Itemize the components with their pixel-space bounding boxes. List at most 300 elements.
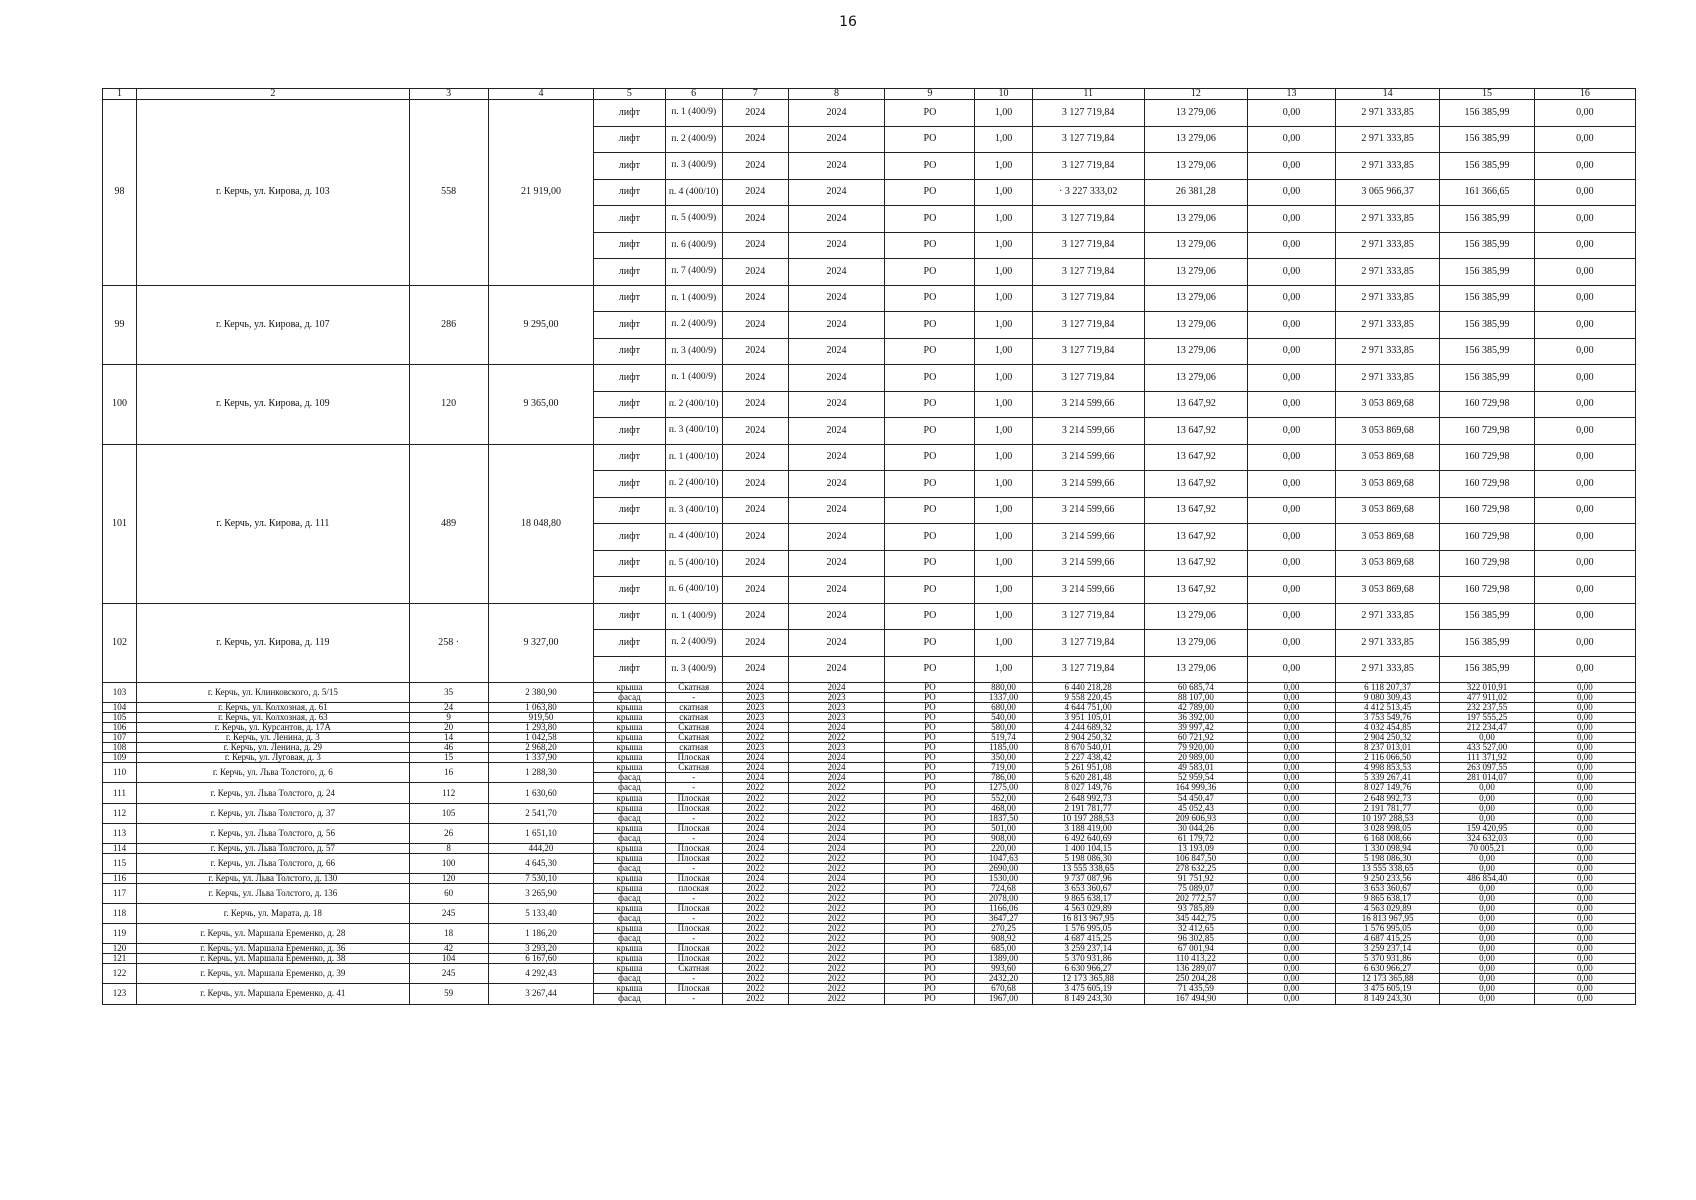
address-cell: г. Керчь, ул. Кирова, д. 119 — [137, 603, 410, 683]
work-detail-cell: - — [665, 783, 722, 793]
col13-cell: 0,00 — [1248, 984, 1336, 994]
col16-cell: 0,00 — [1534, 100, 1635, 127]
col16-cell: 0,00 — [1534, 944, 1635, 954]
work-detail-cell: Плоская — [665, 944, 722, 954]
plan-year-cell: 2024 — [722, 391, 788, 418]
col16-cell: 0,00 — [1534, 893, 1635, 903]
work-type-cell: крыша — [594, 853, 665, 863]
work-type-cell: лифт — [594, 391, 665, 418]
col16-cell: 0,00 — [1534, 863, 1635, 873]
volume-cell: 1,00 — [975, 179, 1032, 206]
col12-cell: 75 089,07 — [1144, 883, 1247, 893]
col13-cell: 0,00 — [1248, 285, 1336, 312]
volume-cell: 1837,50 — [975, 813, 1032, 823]
col16-cell: 0,00 — [1534, 904, 1635, 914]
col14-cell: 3 053 869,68 — [1335, 391, 1439, 418]
col16-cell: 0,00 — [1534, 312, 1635, 339]
finish-year-cell: 2024 — [788, 630, 885, 657]
col15-cell: 0,00 — [1440, 984, 1535, 994]
volume-cell: 3647,27 — [975, 914, 1032, 924]
col15-cell: 156 385,99 — [1440, 285, 1535, 312]
col14-cell: 5 198 086,30 — [1335, 853, 1439, 863]
executor-cell: РО — [885, 391, 975, 418]
col16-cell: 0,00 — [1534, 524, 1635, 551]
col13-cell: 0,00 — [1248, 813, 1336, 823]
col3-cell: 245 — [409, 904, 488, 924]
finish-year-cell: 2023 — [788, 703, 885, 713]
col12-cell: 13 279,06 — [1144, 365, 1247, 392]
finish-year-cell: 2024 — [788, 753, 885, 763]
volume-cell: 540,00 — [975, 713, 1032, 723]
finish-year-cell: 2023 — [788, 713, 885, 723]
col15-cell: 160 729,98 — [1440, 444, 1535, 471]
work-detail-cell: п. 3 (400/9) — [665, 338, 722, 365]
work-type-cell: крыша — [594, 803, 665, 813]
column-number-header: 9 — [885, 89, 975, 100]
col12-cell: 61 179,72 — [1144, 833, 1247, 843]
executor-cell: РО — [885, 232, 975, 259]
work-detail-cell: скатная — [665, 703, 722, 713]
volume-cell: 1,00 — [975, 497, 1032, 524]
col12-cell: 26 381,28 — [1144, 179, 1247, 206]
col12-cell: 13 279,06 — [1144, 603, 1247, 630]
volume-cell: 1,00 — [975, 550, 1032, 577]
executor-cell: РО — [885, 471, 975, 498]
work-type-cell: фасад — [594, 914, 665, 924]
col14-cell: 9 865 638,17 — [1335, 893, 1439, 903]
col12-cell: 13 279,06 — [1144, 153, 1247, 180]
work-detail-cell: п. 3 (400/9) — [665, 656, 722, 683]
col15-cell: 156 385,99 — [1440, 232, 1535, 259]
col16-cell: 0,00 — [1534, 934, 1635, 944]
row-number-cell: 108 — [103, 743, 137, 753]
col14-cell: 3 053 869,68 — [1335, 497, 1439, 524]
col16-cell: 0,00 — [1534, 773, 1635, 783]
total-cost-cell: 3 127 719,84 — [1032, 285, 1144, 312]
col4-cell: 1 186,20 — [488, 924, 593, 944]
total-cost-cell: 5 620 281,48 — [1032, 773, 1144, 783]
finish-year-cell: 2024 — [788, 471, 885, 498]
col13-cell: 0,00 — [1248, 391, 1336, 418]
col16-cell: 0,00 — [1534, 338, 1635, 365]
executor-cell: РО — [885, 914, 975, 924]
col12-cell: 13 279,06 — [1144, 232, 1247, 259]
address-cell: г. Керчь, ул. Льва Толстого, д. 24 — [137, 783, 410, 803]
col4-cell: 18 048,80 — [488, 444, 593, 603]
col3-cell: 15 — [409, 753, 488, 763]
col4-cell: 9 295,00 — [488, 285, 593, 365]
volume-cell: 685,00 — [975, 944, 1032, 954]
table-row — [103, 944, 1636, 954]
col15-cell: 160 729,98 — [1440, 497, 1535, 524]
table-row — [103, 853, 1636, 863]
plan-year-cell: 2022 — [722, 783, 788, 793]
col15-cell: 156 385,99 — [1440, 100, 1535, 127]
work-type-cell: лифт — [594, 630, 665, 657]
col3-cell: 14 — [409, 733, 488, 743]
work-detail-cell: Плоская — [665, 753, 722, 763]
plan-year-cell: 2022 — [722, 914, 788, 924]
work-type-cell: крыша — [594, 823, 665, 833]
finish-year-cell: 2024 — [788, 603, 885, 630]
work-type-cell: крыша — [594, 733, 665, 743]
col13-cell: 0,00 — [1248, 338, 1336, 365]
col13-cell: 0,00 — [1248, 904, 1336, 914]
executor-cell: РО — [885, 833, 975, 843]
col13-cell: 0,00 — [1248, 100, 1336, 127]
finish-year-cell: 2024 — [788, 497, 885, 524]
volume-cell: 1,00 — [975, 285, 1032, 312]
total-cost-cell: 4 563 029,89 — [1032, 904, 1144, 914]
volume-cell: 1337,00 — [975, 693, 1032, 703]
executor-cell: РО — [885, 783, 975, 793]
col14-cell: 6 630 966,27 — [1335, 964, 1439, 974]
col3-cell: 558 — [409, 100, 488, 286]
row-number-cell: 117 — [103, 883, 137, 903]
volume-cell: 1185,00 — [975, 743, 1032, 753]
address-cell: г. Керчь, ул. Льва Толстого, д. 56 — [137, 823, 410, 843]
col15-cell: 0,00 — [1440, 924, 1535, 934]
address-cell: г. Керчь, ул. Клинковского, д. 5/15 — [137, 683, 410, 703]
col14-cell: 3 475 605,19 — [1335, 984, 1439, 994]
executor-cell: РО — [885, 813, 975, 823]
finish-year-cell: 2024 — [788, 206, 885, 233]
col16-cell: 0,00 — [1534, 630, 1635, 657]
capital-repair-table — [102, 88, 1636, 1005]
col15-cell: 160 729,98 — [1440, 471, 1535, 498]
col16-cell: 0,00 — [1534, 713, 1635, 723]
finish-year-cell: 2022 — [788, 853, 885, 863]
finish-year-cell: 2024 — [788, 550, 885, 577]
work-type-cell: крыша — [594, 793, 665, 803]
col3-cell: 60 — [409, 883, 488, 903]
volume-cell: 1,00 — [975, 126, 1032, 153]
volume-cell: 993,60 — [975, 964, 1032, 974]
work-detail-cell: - — [665, 813, 722, 823]
col12-cell: 52 959,54 — [1144, 773, 1247, 783]
col12-cell: 13 647,92 — [1144, 444, 1247, 471]
col16-cell: 0,00 — [1534, 418, 1635, 445]
col13-cell: 0,00 — [1248, 603, 1336, 630]
col16-cell: 0,00 — [1534, 873, 1635, 883]
row-number-cell: 103 — [103, 683, 137, 703]
plan-year-cell: 2022 — [722, 954, 788, 964]
col13-cell: 0,00 — [1248, 783, 1336, 793]
col16-cell: 0,00 — [1534, 471, 1635, 498]
total-cost-cell: 8 027 149,76 — [1032, 783, 1144, 793]
work-type-cell: лифт — [594, 444, 665, 471]
total-cost-cell: 3 214 599,66 — [1032, 471, 1144, 498]
table-body — [103, 100, 1636, 1005]
plan-year-cell: 2024 — [722, 723, 788, 733]
plan-year-cell: 2022 — [722, 994, 788, 1004]
col14-cell: 2 971 333,85 — [1335, 630, 1439, 657]
work-type-cell: крыша — [594, 683, 665, 693]
col15-cell: 0,00 — [1440, 944, 1535, 954]
col13-cell: 0,00 — [1248, 713, 1336, 723]
plan-year-cell: 2023 — [722, 713, 788, 723]
col14-cell: 9 080 309,43 — [1335, 693, 1439, 703]
col14-cell: 3 053 869,68 — [1335, 418, 1439, 445]
executor-cell: РО — [885, 753, 975, 763]
col16-cell: 0,00 — [1534, 126, 1635, 153]
col14-cell: 2 191 781,77 — [1335, 803, 1439, 813]
volume-cell: 1,00 — [975, 365, 1032, 392]
col15-cell: 70 005,21 — [1440, 843, 1535, 853]
col3-cell: 9 — [409, 713, 488, 723]
table-row — [103, 763, 1636, 773]
work-detail-cell: - — [665, 773, 722, 783]
col15-cell: 212 234,47 — [1440, 723, 1535, 733]
col16-cell: 0,00 — [1534, 984, 1635, 994]
total-cost-cell: 3 127 719,84 — [1032, 126, 1144, 153]
col13-cell: 0,00 — [1248, 743, 1336, 753]
finish-year-cell: 2022 — [788, 883, 885, 893]
col4-cell: 2 968,20 — [488, 743, 593, 753]
col12-cell: 13 279,06 — [1144, 630, 1247, 657]
col14-cell: 4 998 853,53 — [1335, 763, 1439, 773]
row-number-cell: 119 — [103, 924, 137, 944]
col16-cell: 0,00 — [1534, 843, 1635, 853]
total-cost-cell: 8 670 540,01 — [1032, 743, 1144, 753]
col12-cell: 13 279,06 — [1144, 259, 1247, 286]
col15-cell: 0,00 — [1440, 893, 1535, 903]
finish-year-cell: 2023 — [788, 693, 885, 703]
col12-cell: 96 302,85 — [1144, 934, 1247, 944]
column-number-header: 12 — [1144, 89, 1247, 100]
col14-cell: 9 250 233,56 — [1335, 873, 1439, 883]
volume-cell: 908,00 — [975, 833, 1032, 843]
executor-cell: РО — [885, 763, 975, 773]
address-cell: г. Керчь, ул. Льва Толстого, д. 57 — [137, 843, 410, 853]
col15-cell: 486 854,40 — [1440, 873, 1535, 883]
address-cell: г. Керчь, ул. Кирова, д. 111 — [137, 444, 410, 603]
table-row — [103, 873, 1636, 883]
executor-cell: РО — [885, 418, 975, 445]
executor-cell: РО — [885, 713, 975, 723]
plan-year-cell: 2024 — [722, 833, 788, 843]
col14-cell: 2 971 333,85 — [1335, 206, 1439, 233]
total-cost-cell: 5 198 086,30 — [1032, 853, 1144, 863]
col14-cell: 3 653 360,67 — [1335, 883, 1439, 893]
plan-year-cell: 2023 — [722, 693, 788, 703]
total-cost-cell: 9 865 638,17 — [1032, 893, 1144, 903]
work-type-cell: крыша — [594, 904, 665, 914]
volume-cell: 468,00 — [975, 803, 1032, 813]
volume-cell: 1,00 — [975, 444, 1032, 471]
col16-cell: 0,00 — [1534, 723, 1635, 733]
col15-cell: 156 385,99 — [1440, 603, 1535, 630]
total-cost-cell: 3 188 419,00 — [1032, 823, 1144, 833]
col12-cell: 60 685,74 — [1144, 683, 1247, 693]
col13-cell: 0,00 — [1248, 471, 1336, 498]
work-type-cell: крыша — [594, 723, 665, 733]
col12-cell: 13 279,06 — [1144, 285, 1247, 312]
col15-cell: 156 385,99 — [1440, 126, 1535, 153]
row-number-cell: 113 — [103, 823, 137, 843]
total-cost-cell: 4 687 415,25 — [1032, 934, 1144, 944]
executor-cell: РО — [885, 904, 975, 914]
col12-cell: 13 647,92 — [1144, 497, 1247, 524]
col12-cell: 60 721,92 — [1144, 733, 1247, 743]
volume-cell: 1,00 — [975, 232, 1032, 259]
col15-cell: 160 729,98 — [1440, 391, 1535, 418]
col16-cell: 0,00 — [1534, 603, 1635, 630]
volume-cell: 680,00 — [975, 703, 1032, 713]
col3-cell: 245 — [409, 964, 488, 984]
col13-cell: 0,00 — [1248, 883, 1336, 893]
plan-year-cell: 2024 — [722, 338, 788, 365]
col3-cell: 286 — [409, 285, 488, 365]
col14-cell: 2 904 250,32 — [1335, 733, 1439, 743]
col15-cell: 263 097,55 — [1440, 763, 1535, 773]
executor-cell: РО — [885, 964, 975, 974]
total-cost-cell: 3 127 719,84 — [1032, 206, 1144, 233]
finish-year-cell: 2024 — [788, 873, 885, 883]
work-type-cell: фасад — [594, 813, 665, 823]
finish-year-cell: 2024 — [788, 763, 885, 773]
finish-year-cell: 2024 — [788, 773, 885, 783]
col4-cell: 3 265,90 — [488, 883, 593, 903]
col13-cell: 0,00 — [1248, 763, 1336, 773]
total-cost-cell: 16 813 967,95 — [1032, 914, 1144, 924]
plan-year-cell: 2022 — [722, 813, 788, 823]
volume-cell: 1,00 — [975, 656, 1032, 683]
col14-cell: 4 563 029,89 — [1335, 904, 1439, 914]
executor-cell: РО — [885, 100, 975, 127]
executor-cell: РО — [885, 259, 975, 286]
col12-cell: 79 920,00 — [1144, 743, 1247, 753]
table-row — [103, 285, 1636, 312]
col16-cell: 0,00 — [1534, 743, 1635, 753]
total-cost-cell: 4 644 751,00 — [1032, 703, 1144, 713]
executor-cell: РО — [885, 924, 975, 934]
col16-cell: 0,00 — [1534, 833, 1635, 843]
total-cost-cell: 1 400 104,15 — [1032, 843, 1144, 853]
col12-cell: 49 583,01 — [1144, 763, 1247, 773]
col4-cell: 1 651,10 — [488, 823, 593, 843]
address-cell: г. Керчь, ул. Льва Толстого, д. 130 — [137, 873, 410, 883]
col16-cell: 0,00 — [1534, 803, 1635, 813]
executor-cell: РО — [885, 153, 975, 180]
column-number-header: 6 — [665, 89, 722, 100]
plan-year-cell: 2023 — [722, 703, 788, 713]
total-cost-cell: 9 737 087,96 — [1032, 873, 1144, 883]
col13-cell: 0,00 — [1248, 312, 1336, 339]
executor-cell: РО — [885, 206, 975, 233]
plan-year-cell: 2023 — [722, 743, 788, 753]
plan-year-cell: 2024 — [722, 365, 788, 392]
executor-cell: РО — [885, 179, 975, 206]
col12-cell: 13 279,06 — [1144, 312, 1247, 339]
col4-cell: 1 042,58 — [488, 733, 593, 743]
total-cost-cell: 3 951 105,01 — [1032, 713, 1144, 723]
col4-cell: 4 645,30 — [488, 853, 593, 873]
col15-cell: 197 555,25 — [1440, 713, 1535, 723]
col13-cell: 0,00 — [1248, 893, 1336, 903]
col16-cell: 0,00 — [1534, 974, 1635, 984]
col16-cell: 0,00 — [1534, 914, 1635, 924]
col16-cell: 0,00 — [1534, 577, 1635, 604]
col15-cell: 0,00 — [1440, 964, 1535, 974]
col13-cell: 0,00 — [1248, 843, 1336, 853]
column-number-row — [103, 89, 1636, 100]
work-type-cell: лифт — [594, 497, 665, 524]
finish-year-cell: 2024 — [788, 179, 885, 206]
col4-cell: 7 530,10 — [488, 873, 593, 883]
col16-cell: 0,00 — [1534, 259, 1635, 286]
col12-cell: 13 647,92 — [1144, 550, 1247, 577]
col3-cell: 42 — [409, 944, 488, 954]
work-detail-cell: Скатная — [665, 763, 722, 773]
finish-year-cell: 2024 — [788, 100, 885, 127]
work-type-cell: крыша — [594, 924, 665, 934]
work-detail-cell: п. 2 (400/9) — [665, 312, 722, 339]
work-type-cell: крыша — [594, 843, 665, 853]
work-type-cell: лифт — [594, 338, 665, 365]
col12-cell: 93 785,89 — [1144, 904, 1247, 914]
total-cost-cell: 3 475 605,19 — [1032, 984, 1144, 994]
col15-cell: 156 385,99 — [1440, 206, 1535, 233]
col16-cell: 0,00 — [1534, 153, 1635, 180]
table-row — [103, 883, 1636, 893]
table-row — [103, 783, 1636, 793]
total-cost-cell: 9 558 220,45 — [1032, 693, 1144, 703]
total-cost-cell: 3 214 599,66 — [1032, 444, 1144, 471]
col13-cell: 0,00 — [1248, 723, 1336, 733]
work-detail-cell: п. 2 (400/9) — [665, 630, 722, 657]
col16-cell: 0,00 — [1534, 656, 1635, 683]
row-number-cell: 105 — [103, 713, 137, 723]
col13-cell: 0,00 — [1248, 873, 1336, 883]
executor-cell: РО — [885, 693, 975, 703]
col13-cell: 0,00 — [1248, 853, 1336, 863]
work-detail-cell: Скатная — [665, 733, 722, 743]
col13-cell: 0,00 — [1248, 753, 1336, 763]
work-detail-cell: - — [665, 994, 722, 1004]
col14-cell: 2 971 333,85 — [1335, 259, 1439, 286]
column-number-header: 3 — [409, 89, 488, 100]
col3-cell: 100 — [409, 853, 488, 873]
col13-cell: 0,00 — [1248, 693, 1336, 703]
plan-year-cell: 2024 — [722, 497, 788, 524]
finish-year-cell: 2024 — [788, 723, 885, 733]
col4-cell: 1 337,90 — [488, 753, 593, 763]
address-cell: г. Керчь, ул. Маршала Еременко, д. 36 — [137, 944, 410, 954]
address-cell: г. Керчь, ул. Ленина, д. 3 — [137, 733, 410, 743]
col14-cell: 3 259 237,14 — [1335, 944, 1439, 954]
work-type-cell: крыша — [594, 873, 665, 883]
col16-cell: 0,00 — [1534, 703, 1635, 713]
work-type-cell: лифт — [594, 418, 665, 445]
col12-cell: 13 279,06 — [1144, 100, 1247, 127]
total-cost-cell: 3 214 599,66 — [1032, 497, 1144, 524]
col12-cell: 345 442,75 — [1144, 914, 1247, 924]
finish-year-cell: 2024 — [788, 153, 885, 180]
executor-cell: РО — [885, 603, 975, 630]
col16-cell: 0,00 — [1534, 763, 1635, 773]
col14-cell: 4 412 513,45 — [1335, 703, 1439, 713]
volume-cell: 1,00 — [975, 206, 1032, 233]
col12-cell: 106 847,50 — [1144, 853, 1247, 863]
col14-cell: 2 971 333,85 — [1335, 603, 1439, 630]
col4-cell: 444,20 — [488, 843, 593, 853]
col14-cell: 16 813 967,95 — [1335, 914, 1439, 924]
col15-cell: 160 729,98 — [1440, 418, 1535, 445]
col12-cell: 278 632,25 — [1144, 863, 1247, 873]
work-type-cell: лифт — [594, 524, 665, 551]
work-detail-cell: Плоская — [665, 873, 722, 883]
